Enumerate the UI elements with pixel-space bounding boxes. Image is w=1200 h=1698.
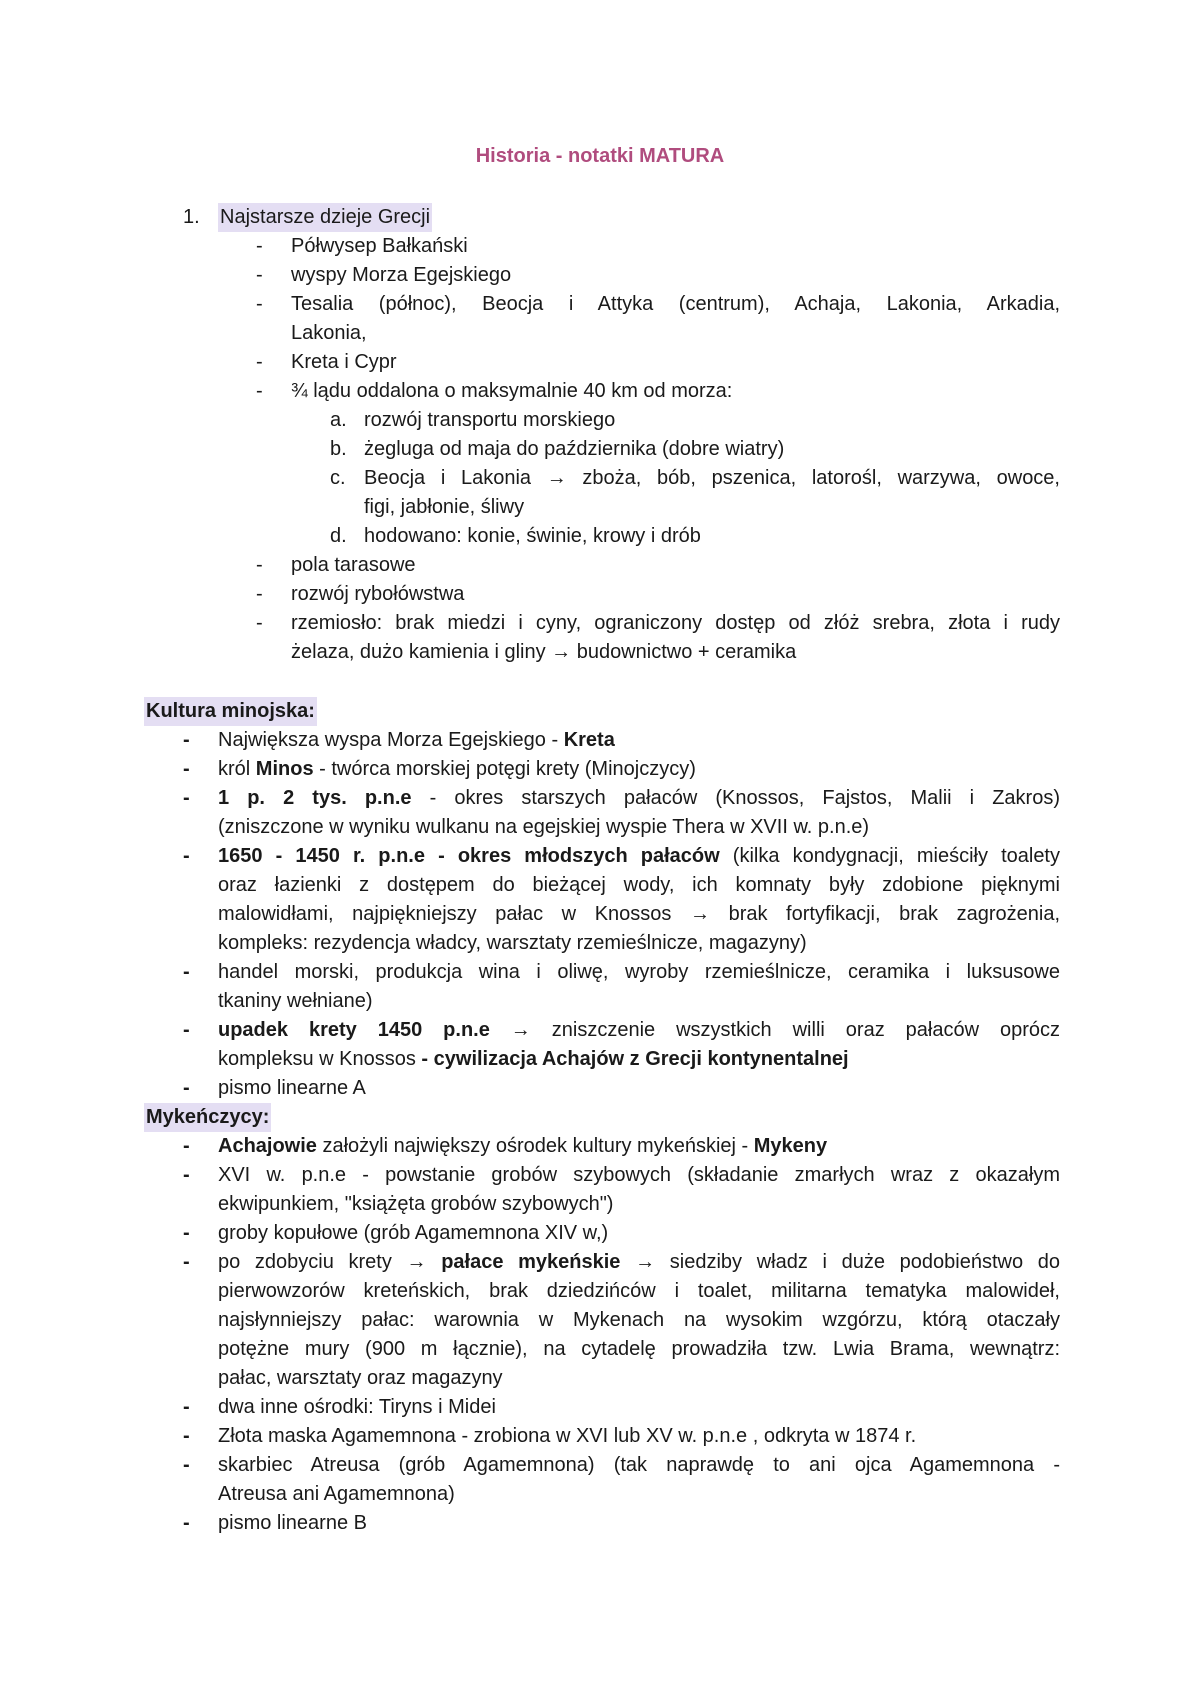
list-item: groby kopułowe (grób Agamemnona XIV w,) — [218, 1222, 609, 1244]
dash-bullet: - — [256, 554, 263, 576]
bold-run: Achajowie — [218, 1135, 317, 1157]
dash-bullet: - — [183, 787, 190, 809]
list-item: skarbiec Atreusa (grób Agamemnona) (tak naprawdę to ani ojca Agamemnona - — [218, 1454, 1060, 1476]
dash-bullet: - — [183, 1135, 190, 1157]
text-run: założyli największy ośrodek kultury mykeńskiej - — [316, 1135, 754, 1157]
sub-marker: b. — [330, 438, 347, 460]
text-run: Największa wyspa Morza Egejskiego - — [218, 729, 564, 751]
list-item-cont: żelaza, dużo kamienia i gliny → budownictwo + ceramika — [291, 641, 797, 663]
text-run: - okres starszych pałaców (Knossos, Fajstos, Malii i Zakros) — [411, 787, 1060, 809]
list-item — [218, 755, 696, 784]
text-run: (kilka kondygnacji, mieściły toalety — [719, 845, 1060, 867]
list-item-cont: Atreusa ani Agamemnona) — [218, 1483, 455, 1505]
list-item — [218, 726, 615, 755]
list-item: Półwysep Bałkański — [291, 235, 468, 257]
bold-run: 1650 - 1450 r. p.n.e - okres młodszych pałaców — [218, 845, 720, 867]
bold-run: pałace mykeńskie — [441, 1251, 621, 1273]
list-item — [218, 784, 1060, 813]
dash-bullet: - — [183, 1164, 190, 1186]
text-run: → zniszczenie wszystkich willi oraz pałaców oprócz — [489, 1019, 1060, 1041]
dash-bullet: - — [183, 1019, 190, 1041]
list-item: wyspy Morza Egejskiego — [291, 264, 512, 286]
dash-bullet: - — [183, 1396, 190, 1418]
sub-marker: c. — [330, 467, 346, 489]
text-run: kompleksu w Knossos — [218, 1048, 422, 1070]
list-item-cont: pierwowzorów kreteńskich, brak dziedzińców i toalet, militarna tematyka malowideł, — [218, 1280, 1060, 1302]
dash-bullet: - — [256, 235, 263, 257]
list-item — [218, 1248, 1060, 1277]
list-item: pismo linearne A — [218, 1077, 366, 1099]
list-item: XVI w. p.n.e - powstanie grobów szybowych (składanie zmarłych wraz z okazałym — [218, 1164, 1060, 1186]
sub-marker: a. — [330, 409, 347, 431]
list-item — [218, 1016, 1060, 1045]
list-item: ¾ lądu oddalona o maksymalnie 40 km od morza: — [291, 380, 733, 402]
list-item-cont: tkaniny wełniane) — [218, 990, 373, 1012]
bold-run: - cywilizacja Achajów z Grecji kontynentalnej — [421, 1048, 849, 1070]
dash-bullet: - — [183, 758, 190, 780]
list-item: Tesalia (północ), Beocja i Attyka (centrum), Achaja, Lakonia, Arkadia, — [291, 293, 1060, 315]
section-heading-minoan: Kultura minojska: — [144, 697, 317, 726]
dash-bullet: - — [256, 612, 263, 634]
dash-bullet: - — [256, 351, 263, 373]
bold-run: upadek krety 1450 p.n.e — [218, 1019, 490, 1041]
text-run: po zdobyciu krety → — [218, 1251, 442, 1273]
list-item-cont: kompleks: rezydencja władcy, warsztaty rzemieślnicze, magazyny) — [218, 932, 807, 954]
dash-bullet: - — [256, 293, 263, 315]
list-item-cont: malowidłami, najpiękniejszy pałac w Knossos → brak fortyfikacji, brak zagrożenia, — [218, 903, 1060, 925]
sub-item: Beocja i Lakonia → zboża, bób, pszenica, latorośl, warzywa, owoce, — [364, 467, 1060, 489]
list-item: Złota maska Agamemnona - zrobiona w XVI lub XV w. p.n.e , odkryta w 1874 r. — [218, 1425, 917, 1447]
dash-bullet: - — [256, 380, 263, 402]
dash-bullet: - — [183, 845, 190, 867]
list-item-cont — [218, 1045, 849, 1074]
list-item-cont: ekwipunkiem, "książęta grobów szybowych") — [218, 1193, 614, 1215]
sub-marker: d. — [330, 525, 347, 547]
section-heading-greece: Najstarsze dzieje Grecji — [218, 203, 432, 232]
list-item: pola tarasowe — [291, 554, 416, 576]
section-heading-mycenae: Mykeńczycy: — [144, 1103, 271, 1132]
text-run: - twórca morskiej potęgi krety (Minojczycy) — [313, 758, 696, 780]
dash-bullet: - — [256, 583, 263, 605]
list-item-cont: potężne mury (900 m łącznie), na cytadelę prowadziła tzw. Lwia Brama, wewnątrz: — [218, 1338, 1060, 1360]
list-item — [218, 1132, 827, 1161]
list-item — [218, 842, 1060, 871]
text-run: → siedziby władz i duże podobieństwo do — [620, 1251, 1060, 1273]
page-title: Historia - notatki MATURA — [475, 145, 725, 167]
bold-run: Mykeny — [753, 1135, 828, 1157]
dash-bullet: - — [183, 1454, 190, 1476]
dash-bullet: - — [183, 1425, 190, 1447]
list-item: handel morski, produkcja wina i oliwę, wyroby rzemieślnicze, ceramika i luksusowe — [218, 961, 1060, 983]
sub-item: rozwój transportu morskiego — [364, 409, 616, 431]
list-item-cont: oraz łazienki z dostępem do bieżącej wody, ich komnaty były zdobione pięknymi — [218, 874, 1060, 896]
dash-bullet: - — [183, 961, 190, 983]
dash-bullet: - — [183, 729, 190, 751]
list-item: rzemiosło: brak miedzi i cyny, ograniczony dostęp od złóż srebra, złota i rudy — [291, 612, 1060, 634]
list-item-cont: najsłynniejszy pałac: warownia w Mykenach na wysokim wzgórzu, którą otaczały — [218, 1309, 1060, 1331]
sub-item-cont: figi, jabłonie, śliwy — [364, 496, 525, 518]
text-run: król — [218, 758, 256, 780]
sub-item: hodowano: konie, świnie, krowy i drób — [364, 525, 701, 547]
sub-item: żegluga od maja do października (dobre wiatry) — [364, 438, 785, 460]
list-item-cont: Lakonia, — [291, 322, 367, 344]
list-item-cont: (zniszczone w wyniku wulkanu na egejskiej wyspie Thera w XVII w. p.n.e) — [218, 816, 870, 838]
list-number: 1. — [183, 206, 200, 228]
list-item: rozwój rybołówstwa — [291, 583, 465, 605]
list-item: pismo linearne B — [218, 1512, 367, 1534]
bold-run: Kreta — [563, 729, 615, 751]
bold-run: Minos — [255, 758, 314, 780]
bold-run: 1 p. 2 tys. p.n.e — [218, 787, 412, 809]
dash-bullet: - — [183, 1251, 190, 1273]
dash-bullet: - — [256, 264, 263, 286]
dash-bullet: - — [183, 1077, 190, 1099]
dash-bullet: - — [183, 1222, 190, 1244]
list-item-cont: pałac, warsztaty oraz magazyny — [218, 1367, 503, 1389]
dash-bullet: - — [183, 1512, 190, 1534]
list-item: Kreta i Cypr — [291, 351, 397, 373]
list-item: dwa inne ośrodki: Tiryns i Midei — [218, 1396, 496, 1418]
